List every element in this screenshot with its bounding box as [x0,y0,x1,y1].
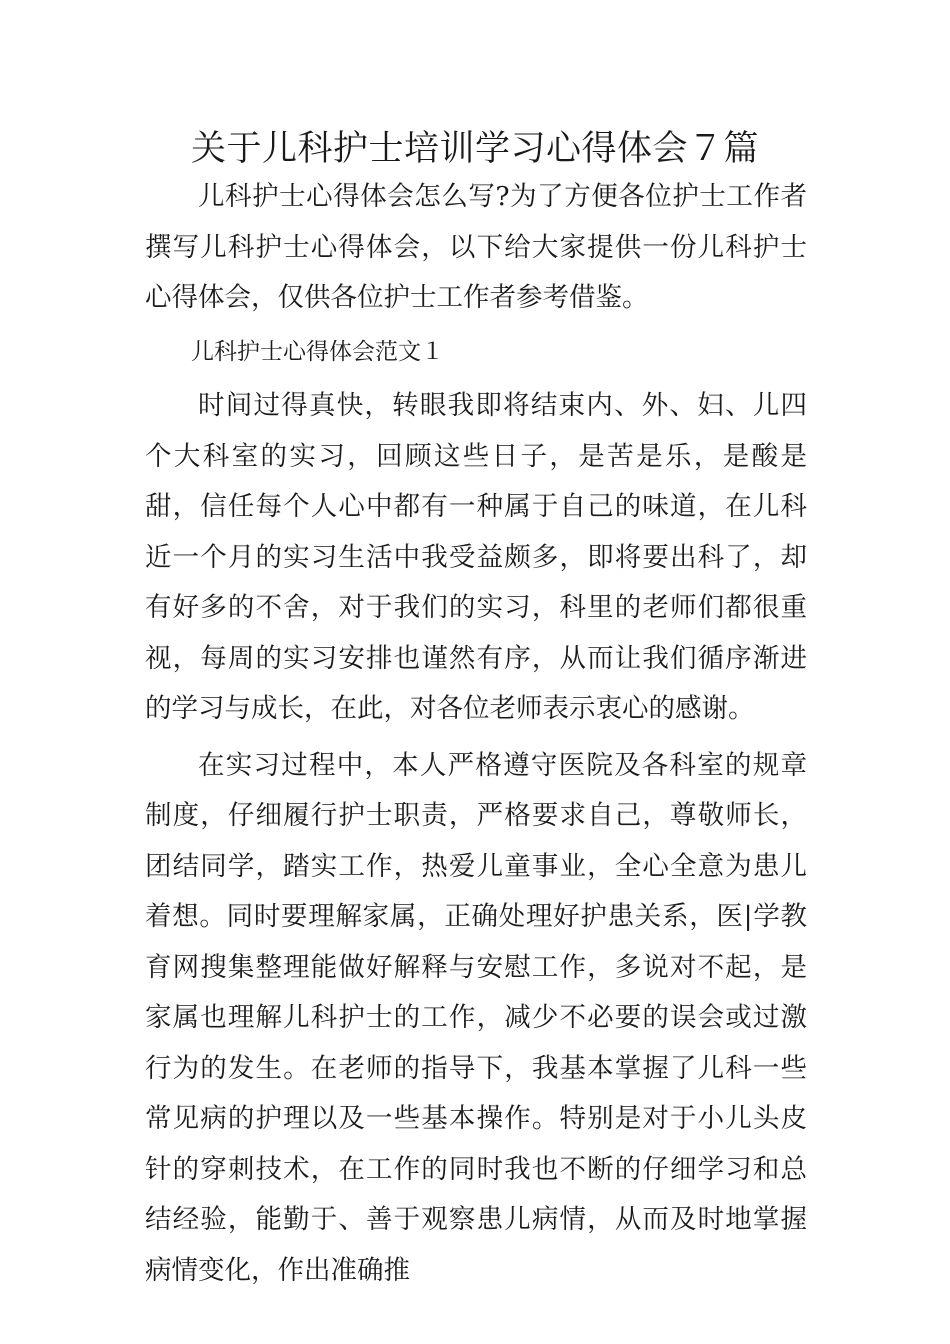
body-paragraph-1: 时间过得真快，转眼我即将结束内、外、妇、儿四个大科室的实习，回顾这些日子，是苦是乐，是酸是甜，信任每个人心中都有一种属于自己的味道，在儿科近一个月的实习生活中我受益颇多，即将要出科了，却有好多的不舍，对于我们的实习，科里的老师们都很重视，每周的实习安排也谨然有序，从而让我们循序渐进的学习与成长，在此，对各位老师表示衷心的感谢。 [145,390,807,724]
body-paragraph-2: 在实习过程中，本人严格遵守医院及各科室的规章制度，仔细履行护士职责，严格要求自己，尊敬师长，团结同学，踏实工作，热爱儿童事业，全心全意为患儿着想。同时要理解家属，正确处理好护患关系，医|学教育网搜集整理能做好解释与安慰工作，多说对不起，是家属也理解儿科护士的工作，减少不必要的误会或过激行为的发生。在老师的指导下，我基本掌握了儿科一些常见病的护理以及一些基本操作。特别是对于小儿头皮针的穿刺技术，在工作的同时我也不断的仔细学习和总结经验，能勤于、善于观察患儿病情，从而及时地掌握病情变化，作出准确推 [145,749,807,1286]
section-heading: 儿科护士心得体会范文１ [191,338,444,365]
document-title: 关于儿科护士培训学习心得体会７篇 [190,129,759,169]
intro-paragraph: 儿科护士心得体会怎么写?为了方便各位护士工作者撰写儿科护士心得体会，以下给大家提供一份儿科护士心得体会，仅供各位护士工作者参考借鉴。 [145,181,807,313]
document-body [145,172,807,1296]
